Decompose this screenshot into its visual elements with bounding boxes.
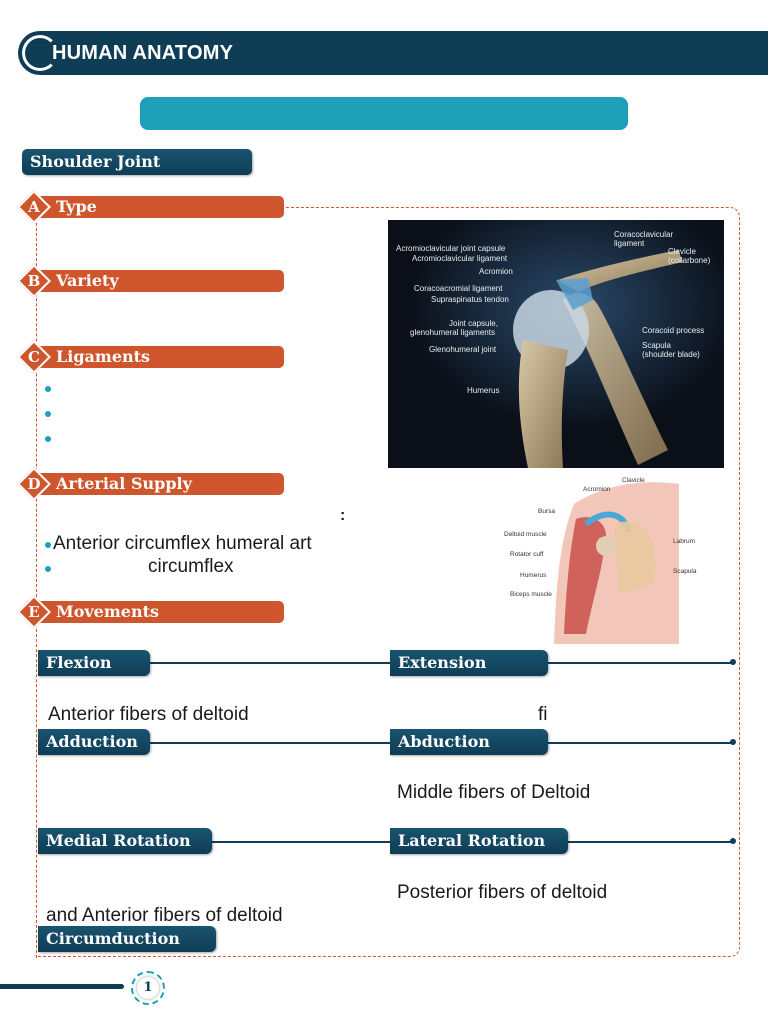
label2-acromion: Acromion (583, 486, 611, 493)
label-coracoacromial: Coracoacromial ligament (414, 284, 503, 293)
arterial-colon: : (340, 507, 346, 524)
flexion-muscles: Anterior fibers of deltoid (48, 704, 249, 725)
label-scapula-2: (shoulder blade) (642, 350, 700, 359)
arterial-bullet-1 (45, 542, 51, 548)
arterial-line-2: circumflex (148, 556, 234, 577)
arterial-line-1: Anterior circumflex humeral art (53, 533, 312, 554)
footer-line (0, 984, 124, 989)
flexion-line (148, 662, 392, 664)
label2-deltoid: Deltoid muscle (504, 531, 547, 538)
ligament-bullet-2 (45, 411, 51, 417)
label-acj-ligament: Acromioclavicular ligament (412, 254, 508, 263)
ligament-bullet-1 (45, 386, 51, 392)
label2-biceps: Biceps muscle (510, 591, 552, 598)
movement-adduction: Adduction (38, 729, 150, 755)
extension-muscles: fi (538, 704, 548, 725)
movement-medial-rotation: Medial Rotation (38, 828, 212, 854)
topic-title: Shoulder Joint (22, 149, 252, 175)
lateral-rotation-line (566, 841, 734, 843)
movement-extension: Extension (390, 650, 548, 676)
lateral-rotation-line-end (730, 838, 736, 844)
movement-flexion: Flexion (38, 650, 150, 676)
label-glenohumeral: Glenohumeral joint (429, 345, 497, 354)
section-movements: Movements (30, 601, 284, 623)
ligament-bullet-3 (45, 436, 51, 442)
label2-humerus: Humerus (520, 572, 547, 579)
label-joint-capsule-1: Joint capsule, (449, 319, 498, 328)
section-letter-c: C (28, 348, 40, 366)
section-letter-a: A (28, 198, 40, 216)
lateral-rotation-muscles: Posterior fibers of deltoid (397, 882, 608, 903)
label-coracoid: Coracoid process (642, 326, 705, 335)
content-frame-left (36, 218, 37, 958)
label-humerus: Humerus (467, 386, 500, 395)
label2-rotator-cuff: Rotator cuff (510, 551, 544, 558)
page-number: 1 (137, 977, 159, 999)
label-coracoclavicular-2: ligament (614, 239, 645, 248)
label-clavicle-2: (collarbone) (668, 256, 711, 265)
label2-bursa: Bursa (538, 508, 555, 515)
section-ligaments: Ligaments (30, 346, 284, 368)
label-coracoclavicular-1: Coracoclavicular (614, 230, 674, 239)
section-letter-e: E (28, 603, 40, 621)
page-title: HUMAN ANATOMY (52, 42, 234, 64)
abduction-muscles: Middle fibers of Deltoid (397, 782, 591, 803)
label2-clavicle: Clavicle (622, 477, 645, 484)
section-type: Type (30, 196, 284, 218)
label-clavicle-1: Clavicle (668, 247, 697, 256)
label-acromion: Acromion (479, 267, 513, 276)
label-scapula-1: Scapula (642, 341, 671, 350)
movement-lateral-rotation: Lateral Rotation (390, 828, 568, 854)
arterial-bullet-2 (45, 566, 51, 572)
section-arterial-supply: Arterial Supply (30, 473, 284, 495)
medial-rotation-muscles: and Anterior fibers of deltoid (46, 905, 283, 926)
adduction-line (148, 742, 392, 744)
label2-labrum: Labrum (673, 538, 696, 545)
label-supraspinatus: Supraspinatus tendon (431, 295, 509, 304)
label-joint-capsule-2: glenohumeral ligaments (410, 328, 495, 337)
label2-scapula: Scapula (673, 568, 697, 575)
section-variety: Variety (30, 270, 284, 292)
medial-rotation-line (210, 841, 392, 843)
label-acj-capsule: Acromioclavicular joint capsule (396, 244, 506, 253)
extension-line-end (730, 659, 736, 665)
shoulder-section-illustration (494, 474, 700, 644)
movement-circumduction: Circumduction (38, 926, 216, 952)
section-letter-b: B (27, 272, 41, 290)
shoulder-section-svg (494, 474, 700, 644)
title-banner (140, 97, 628, 130)
section-letter-d: D (27, 475, 41, 493)
extension-line (548, 662, 734, 664)
movement-abduction: Abduction (390, 729, 548, 755)
abduction-line-end (730, 739, 736, 745)
abduction-line (548, 742, 734, 744)
